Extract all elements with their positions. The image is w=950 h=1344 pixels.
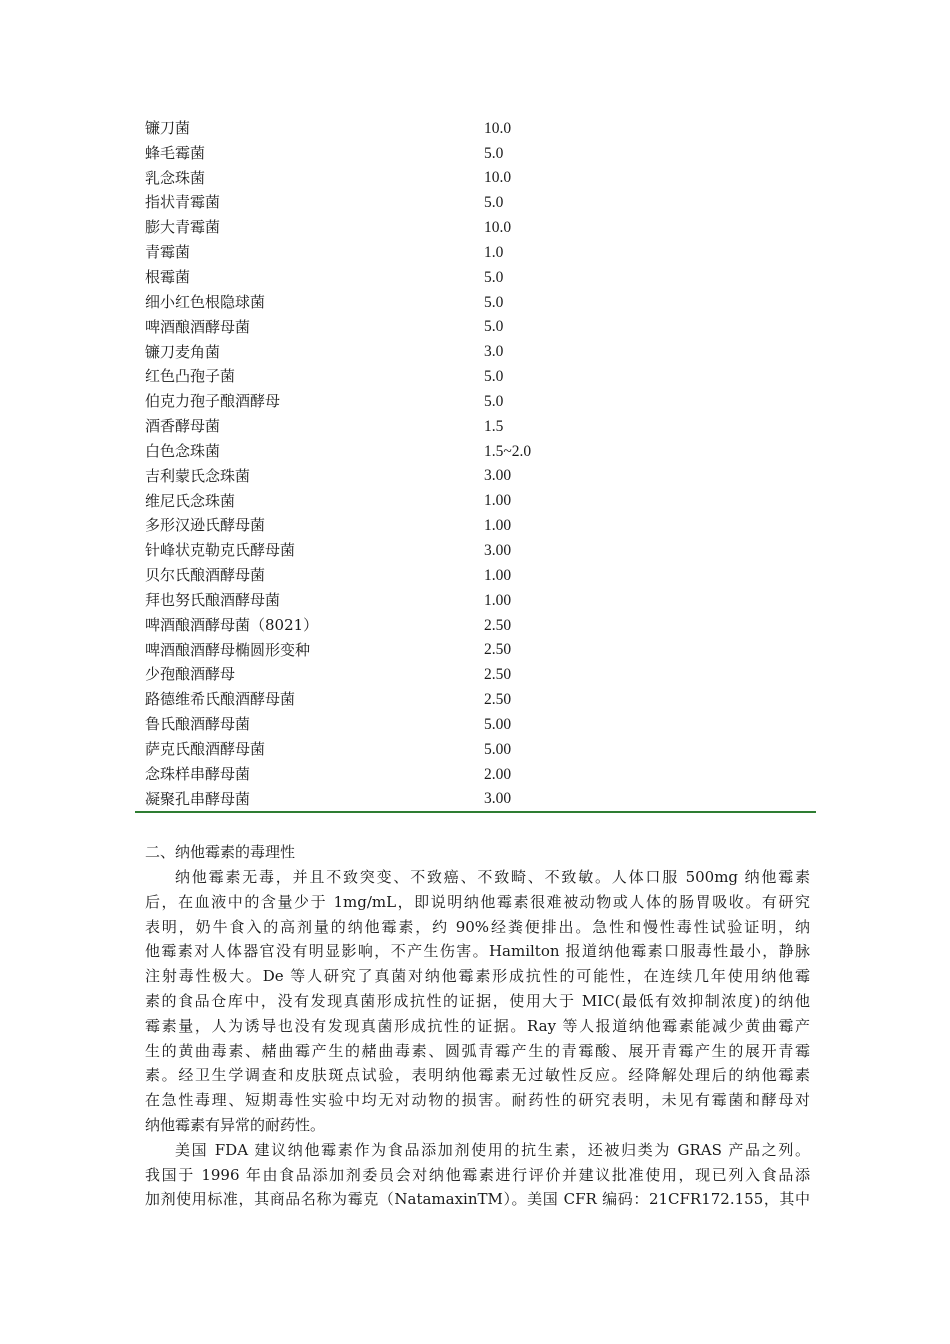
text-line: 霉素量，人为诱导也没有发现真菌形成抗性的证据。Ray 等人报道纳他霉素能减少黄曲霉产	[145, 1016, 810, 1035]
table-row	[145, 663, 817, 688]
text-line: 表明，奶牛食入的高剂量的纳他霉素，约 90%经粪便排出。急性和慢性毒性试验证明，纳	[145, 917, 810, 936]
mic-value: 3.00	[484, 790, 512, 808]
table-row	[145, 141, 817, 166]
organism-name: 酒香酵母菌	[145, 417, 221, 436]
text-line: 他霉素对人体器官没有明显影响，不产生伤害。Hamilton 报道纳他霉素口服毒性最小，静脉	[145, 942, 810, 961]
organism-name: 根霉菌	[145, 267, 191, 286]
mic-value: 1.00	[484, 591, 512, 609]
organism-name: 啤酒酿酒酵母椭圆形变种	[145, 640, 311, 659]
table-row	[145, 514, 817, 539]
table-row	[145, 166, 817, 191]
mic-value: 10.0	[484, 219, 512, 237]
mic-value: 3.00	[484, 542, 512, 560]
organism-name: 啤酒酿酒酵母菌	[145, 317, 251, 336]
organism-name: 红色凸孢子菌	[145, 367, 236, 386]
table-row	[145, 588, 817, 613]
mic-value: 5.0	[484, 144, 504, 162]
mic-value: 1.0	[484, 243, 504, 261]
table-row	[145, 787, 817, 812]
organism-name: 凝聚孔串酵母菌	[145, 789, 251, 808]
organism-name: 萨克氏酿酒酵母菌	[145, 740, 266, 759]
text-line: 纳他霉素无毒，并且不致突变、不致癌、不致畸、不致敏。人体口服 500mg 纳他霉素	[175, 868, 810, 886]
table-row	[145, 240, 817, 265]
organism-name: 针峰状克勒克氏酵母菌	[145, 541, 296, 560]
mic-value: 10.0	[484, 169, 512, 187]
organism-name: 维尼氏念珠菌	[145, 491, 236, 510]
organism-name: 细小红色根隐球菌	[145, 292, 266, 311]
table-row	[145, 687, 817, 712]
organism-name: 念珠样串酵母菌	[145, 764, 251, 783]
mic-value: 5.0	[484, 268, 504, 286]
organism-name: 贝尔氏酿酒酵母菌	[145, 566, 266, 585]
table-bottom-rule	[135, 811, 816, 813]
organism-name: 多形汉逊氏酵母菌	[145, 516, 266, 535]
mic-value: 5.0	[484, 318, 504, 336]
table-row	[145, 563, 817, 588]
mic-value: 1.00	[484, 492, 512, 510]
organism-name: 路德维希氏酿酒酵母菌	[145, 690, 296, 709]
organism-name: 指状青霉菌	[145, 193, 221, 212]
organism-name: 镰刀麦角菌	[145, 342, 221, 361]
mic-value: 10.0	[484, 119, 512, 137]
mic-value: 5.0	[484, 392, 504, 410]
mic-value: 2.00	[484, 765, 512, 783]
organism-name: 拜也努氏酿酒酵母菌	[145, 590, 281, 609]
table-row	[145, 389, 817, 414]
table-row	[145, 215, 817, 240]
organism-name: 蜂毛霉菌	[145, 143, 206, 162]
mic-value: 3.00	[484, 467, 512, 485]
mic-value: 2.50	[484, 691, 512, 709]
text-line: 加剂使用标准，其商品名称为霉克（NatamaxinTM）。美国 CFR 编码：21CFR172.155，其中	[145, 1190, 810, 1209]
organism-name: 吉利蒙氏念珠菌	[145, 466, 251, 485]
table-row	[145, 414, 817, 439]
text-line: 注射毒性极大。De 等人研究了真菌对纳他霉素形成抗性的可能性，在连续几年使用纳他霉	[145, 967, 810, 986]
table-row	[145, 712, 817, 737]
text-line: 后，在血液中的含量少于 1mg/mL，即说明纳他霉素很难被动物或人体的肠胃吸收。有研究	[145, 892, 810, 911]
text-line: 素的食品仓库中，没有发现真菌形成抗性的证据，使用大于 MIC(最低有效抑制浓度)的纳他	[145, 991, 810, 1010]
mic-value: 2.50	[484, 641, 512, 659]
text-line: 纳他霉素有异常的耐药性。	[145, 1115, 326, 1134]
mic-table	[145, 116, 817, 812]
mic-value: 2.50	[484, 666, 512, 684]
text-line: 美国 FDA 建议纳他霉素作为食品添加剂使用的抗生素，还被归类为 GRAS 产品之列。	[175, 1140, 810, 1159]
text-line: 生的黄曲毒素、赭曲霉产生的赭曲毒素、圆弧青霉产生的青霉酸、展开青霉产生的展开青霉	[145, 1041, 810, 1060]
mic-value: 1.5	[484, 417, 504, 435]
paragraph-2	[145, 1138, 810, 1212]
mic-value: 5.00	[484, 715, 512, 733]
mic-value: 1.00	[484, 566, 512, 584]
paragraph-1	[145, 865, 810, 1138]
table-row	[145, 638, 817, 663]
section-heading: 二、纳他霉素的毒理性	[145, 843, 296, 861]
table-row	[145, 340, 817, 365]
mic-value: 5.0	[484, 293, 504, 311]
organism-name: 少孢酿酒酵母	[145, 665, 236, 684]
table-row	[145, 613, 817, 638]
mic-value: 2.50	[484, 616, 512, 634]
mic-value: 5.0	[484, 194, 504, 212]
mic-value: 1.5~2.0	[484, 442, 532, 460]
mic-value: 3.0	[484, 343, 504, 361]
organism-name: 青霉菌	[145, 243, 191, 262]
organism-name: 白色念珠菌	[145, 441, 221, 460]
mic-value: 5.00	[484, 740, 512, 758]
table-row	[145, 439, 817, 464]
table-row	[145, 489, 817, 514]
text-line: 我国于 1996 年由食品添加剂委员会对纳他霉素进行评价并建议批准使用，现已列入食品添	[145, 1165, 810, 1184]
organism-name: 啤酒酿酒酵母菌（8021）	[145, 615, 319, 634]
table-row	[145, 315, 817, 340]
organism-name: 乳念珠菌	[145, 168, 206, 187]
table-row	[145, 191, 817, 216]
table-row	[145, 538, 817, 563]
table-row	[145, 290, 817, 315]
organism-name: 镰刀菌	[145, 118, 191, 137]
table-row	[145, 265, 817, 290]
table-row	[145, 762, 817, 787]
table-row	[145, 116, 817, 141]
table-row	[145, 364, 817, 389]
text-line: 在急性毒理、短期毒性实验中均无对动物的损害。耐药性的研究表明，未见有霉菌和酵母对	[145, 1091, 810, 1110]
mic-value: 5.0	[484, 368, 504, 386]
organism-name: 伯克力孢子酿酒酵母	[145, 392, 281, 411]
text-line: 素。经卫生学调查和皮肤斑点试验，表明纳他霉素无过敏性反应。经降解处理后的纳他霉素	[145, 1066, 810, 1085]
organism-name: 膨大青霉菌	[145, 218, 221, 237]
table-row	[145, 737, 817, 762]
mic-value: 1.00	[484, 517, 512, 535]
toxicology-section	[145, 840, 810, 1212]
organism-name: 鲁氏酿酒酵母菌	[145, 715, 251, 734]
table-row	[145, 464, 817, 489]
